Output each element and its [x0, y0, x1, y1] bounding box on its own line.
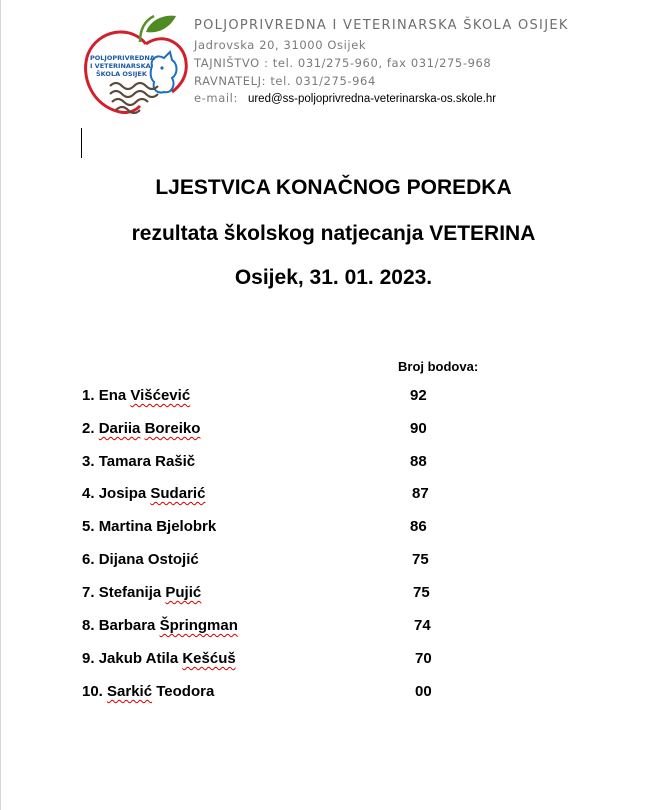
secretariat-contact: TAJNIŠTVO : tel. 031/275-960, fax 031/275-968 [194, 56, 492, 70]
school-logo [80, 14, 192, 116]
contestant-points: 75 [413, 584, 430, 601]
ranking-row [82, 453, 502, 475]
contestant-points: 75 [412, 551, 429, 568]
document-title: LJESTVICA KONAČNOG POREDKA [155, 176, 512, 199]
ranking-row [82, 584, 502, 606]
contestant-name: 8. Barbara Špringman [82, 617, 238, 634]
contestant-name: 4. Josipa Sudarić [82, 485, 206, 502]
contestant-name: 6. Dijana Ostojić [82, 551, 199, 568]
contestant-points: 86 [410, 518, 427, 535]
contestant-points: 92 [410, 387, 427, 404]
email-label: e-mail: [194, 91, 238, 105]
document-date-line: Osijek, 31. 01. 2023. [234, 266, 433, 289]
contestant-name: 3. Tamara Rašič [82, 453, 196, 470]
text-cursor [81, 128, 82, 158]
page-edge [0, 0, 1, 810]
contestant-name: 2. Dariia Boreiko [82, 420, 201, 437]
director-contact: RAVNATELJ: tel. 031/275-964 [194, 74, 376, 88]
email-address[interactable]: ured@ss-poljoprivredna-veterinarska-os.skole.hr [247, 93, 497, 105]
contestant-name: 5. Martina Bjelobrk [82, 518, 217, 535]
school-name: POLJOPRIVREDNA I VETERINARSKA ŠKOLA OSIJEK [194, 18, 569, 33]
logo-text-2: I VETERINARSKA [90, 62, 151, 70]
ranking-row [82, 617, 502, 639]
logo-text-3: ŠKOLA OSIJEK [96, 70, 147, 78]
contestant-points: 00 [415, 683, 432, 700]
points-column-header: Broj bodova: [398, 359, 479, 374]
contestant-name: 10. Sarkić Teodora [82, 683, 215, 700]
contestant-name: 7. Stefanija Pujić [82, 584, 202, 601]
ranking-row [82, 485, 502, 507]
ranking-row [82, 650, 502, 672]
school-address: Jadrovska 20, 31000 Osijek [194, 38, 367, 52]
contestant-name: 1. Ena Višćević [82, 387, 191, 404]
ranking-row [82, 683, 502, 705]
contestant-name: 9. Jakub Atila Kešćuš [82, 650, 236, 667]
ranking-row [82, 420, 502, 442]
contestant-points: 70 [415, 650, 432, 667]
email-line [194, 91, 496, 105]
logo-text-1: POLJOPRIVREDNA [90, 54, 155, 62]
ranking-row [82, 387, 502, 409]
contestant-points: 90 [410, 420, 427, 437]
contestant-points: 74 [414, 617, 431, 634]
ranking-row [82, 551, 502, 573]
contestant-points: 87 [412, 485, 429, 502]
contestant-points: 88 [410, 453, 427, 470]
document-subtitle: rezultata školskog natjecanja VETERINA [131, 222, 536, 245]
ranking-row [82, 518, 502, 540]
